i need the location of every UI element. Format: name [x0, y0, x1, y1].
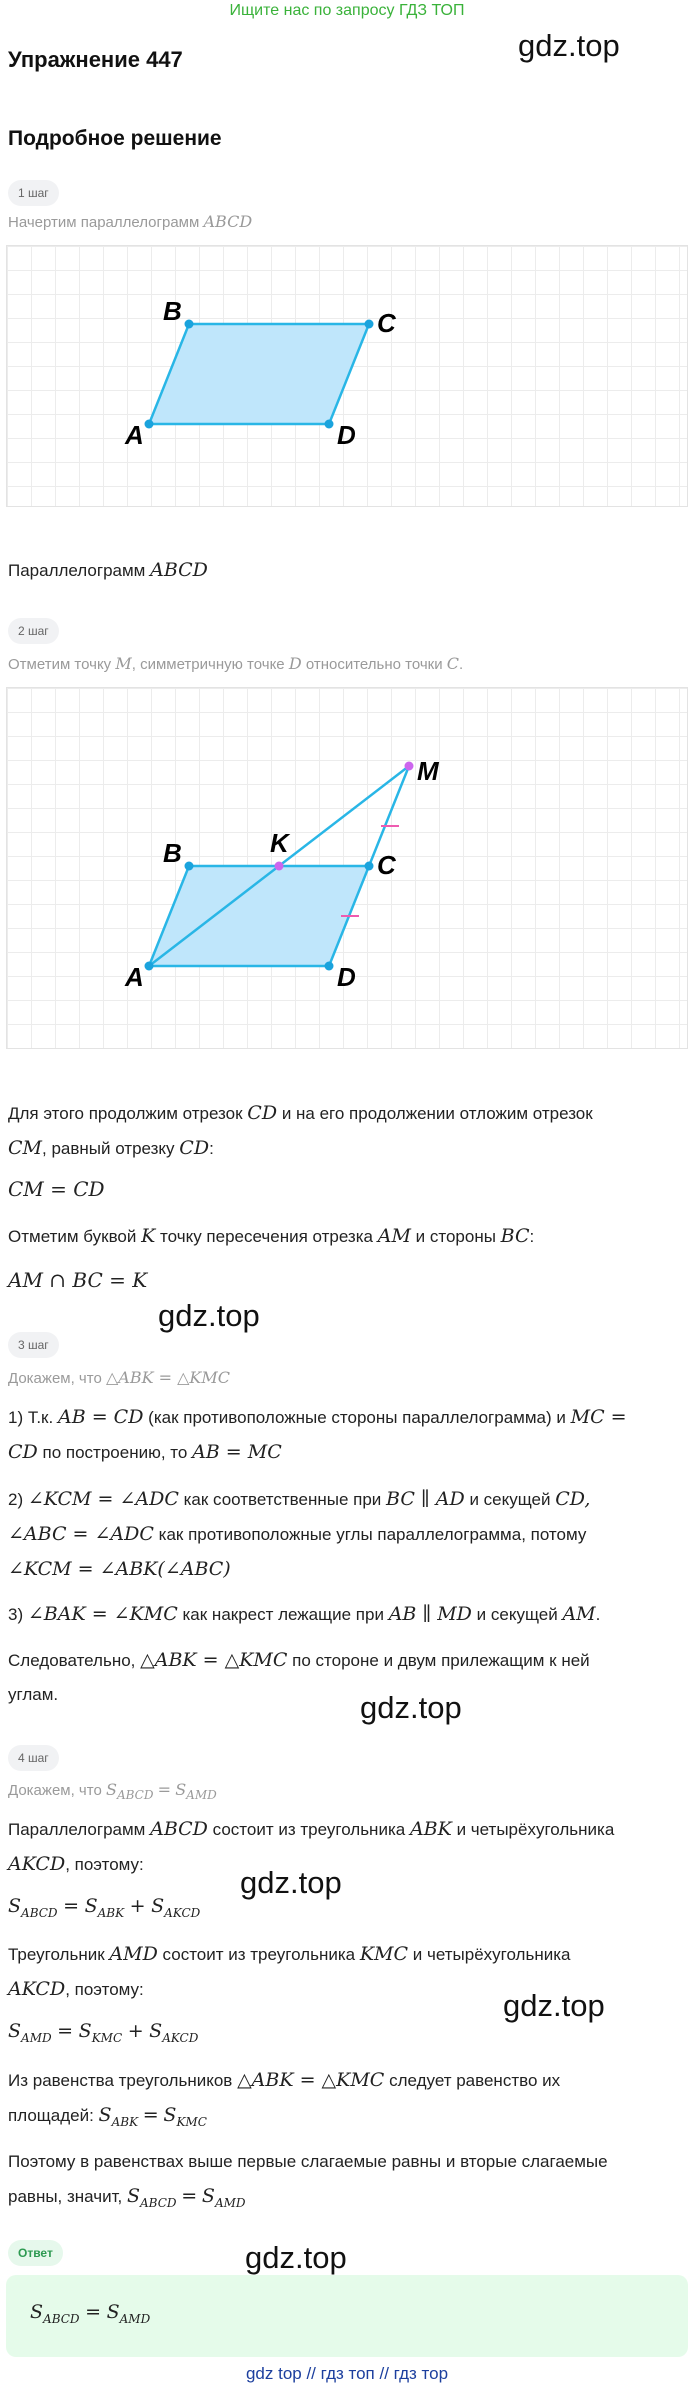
watermark: gdz.top: [518, 28, 620, 63]
equation: CM = CD: [8, 1177, 105, 1201]
step-badge: 4 шаг: [8, 1745, 59, 1771]
answer-badge: Ответ: [8, 2240, 63, 2266]
answer-box: [6, 2275, 688, 2357]
paragraph: Для этого продолжим отрезок CD и на его продолжении отложим отрезок CM, равный отрезку CD:: [8, 1102, 593, 1159]
paragraph: 3) ∠BAK = ∠KMC как накрест лежащие при AB ∥ MD и секущей AM.: [8, 1603, 601, 1625]
step-intro: Докажем, что $S_{ABCD} = S_{AMD}$: [8, 1780, 217, 1803]
watermark: gdz.top: [245, 2240, 347, 2275]
answer-equation: $S_{ABCD} = S_{AMD}$: [30, 2301, 151, 2326]
label-c: C: [377, 850, 396, 880]
label-m: M: [417, 756, 439, 786]
footer-links[interactable]: gdz top // гдз топ // гдз тор: [245, 2364, 449, 2383]
point-c: [365, 862, 374, 871]
step-intro: Докажем, что △ABK = △KMC: [8, 1368, 230, 1387]
paragraph: 2) ∠KCM = ∠ADC как соответственные при BC ∥ AD и секущей CD, ∠ABC = ∠ADC как противоположные углы параллелограмма, потому ∠KCM = ∠ABK(∠ABC): [8, 1488, 591, 1580]
watermark: gdz.top: [360, 1690, 462, 1725]
step-intro: Отметим точку M, симметричную точке D относительно точки C.: [8, 654, 464, 673]
step-badge: 2 шаг: [8, 618, 59, 644]
step-intro: Начертим параллелограмм ABCD: [8, 212, 253, 231]
watermark: gdz.top: [503, 1988, 605, 2023]
paragraph: Следовательно, △ABK = △KMC по стороне и двум прилежащим к ней углам.: [8, 1649, 590, 1704]
watermark: gdz.top: [240, 1865, 342, 1900]
label-d: D: [337, 962, 356, 992]
paragraph: Отметим буквой K точку пересечения отрезка AM и стороны BC:: [8, 1225, 535, 1247]
figure-construction: [6, 687, 688, 1049]
paragraph: Поэтому в равенствах выше первые слагаемые равны и вторые слагаемые равны, значит, $S_{ABCD} = S_{AMD}$: [8, 2152, 608, 2210]
parallelogram-svg: [7, 246, 689, 508]
point-a: [145, 962, 154, 971]
point-b: [185, 862, 194, 871]
step-badge: 1 шаг: [8, 180, 59, 206]
paragraph: Параллелограмм ABCD состоит из треугольника ABK и четырёхугольника AKCD, поэтому:: [8, 1818, 615, 1875]
paragraph: 1) Т.к. AB = CD (как противоположные стороны параллелограмма) и MC = CD по построению, то AB = MC: [8, 1406, 627, 1463]
point-d: [325, 420, 334, 429]
search-banner: Ищите нас по запросу ГДЗ ТОП: [229, 2, 465, 19]
figure-caption: Параллелограмм ABCD: [8, 559, 208, 581]
solution-heading: Подробное решение: [8, 127, 222, 150]
label-b: B: [163, 296, 182, 326]
point-b: [185, 320, 194, 329]
label-k: K: [270, 828, 289, 858]
paragraph: Из равенства треугольников △ABK = △KMC следует равенство их площадей: $S_{ABK} = S_{KMC}$: [8, 2069, 561, 2129]
label-a: A: [125, 420, 144, 450]
watermark: gdz.top: [158, 1298, 260, 1333]
paragraph: Треугольник AMD состоит из треугольника KMC и четырёхугольника AKCD, поэтому:: [8, 1943, 571, 2000]
equation: $S_{AMD} = S_{KMC} + S_{AKCD}$: [8, 2020, 199, 2045]
equation: $S_{ABCD} = S_{ABK} + S_{AKCD}$: [8, 1895, 201, 1920]
point-m: [405, 762, 414, 771]
point-c: [365, 320, 374, 329]
point-a: [145, 420, 154, 429]
construction-svg: [7, 688, 689, 1050]
point-d: [325, 962, 334, 971]
label-b: B: [163, 838, 182, 868]
step-badge: 3 шаг: [8, 1332, 59, 1358]
point-k: [275, 862, 284, 871]
parallelogram-shape: [149, 324, 369, 424]
figure-parallelogram: [6, 245, 688, 507]
equation: AM ∩ BC = K: [8, 1268, 148, 1292]
label-d: D: [337, 420, 356, 450]
exercise-title: Упражнение 447: [8, 47, 183, 72]
label-a: A: [125, 962, 144, 992]
label-c: C: [377, 308, 396, 338]
